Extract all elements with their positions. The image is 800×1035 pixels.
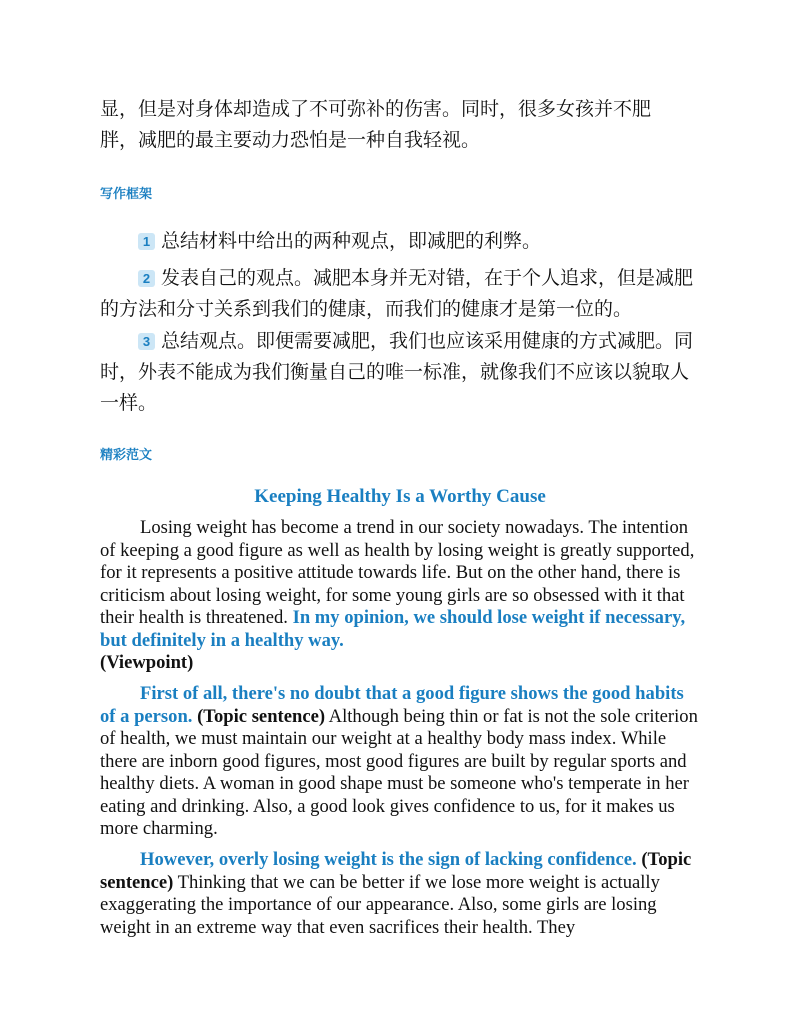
- intro-paragraph: [100, 94, 700, 156]
- essay-paragraph-2: [100, 683, 700, 841]
- number-badge-2: 2: [138, 270, 155, 287]
- framework-item-1: [100, 226, 700, 257]
- viewpoint-tag: (Viewpoint): [100, 652, 194, 673]
- topic-sentence-1-tag: (Topic sentence): [197, 705, 326, 727]
- framework-item-2-text: 发表自己的观点。减肥本身并无对错，在于个人追求，但是减肥的方法和分寸关系到我们的健康，而我们的健康才是第一位的。: [100, 267, 694, 320]
- intro-line-2: 胖，减肥的最主要动力恐怕是一种自我轻视。: [100, 129, 481, 151]
- intro-line-1: 显，但是对身体却造成了不可弥补的伤害。同时，很多女孩并不肥: [100, 98, 652, 120]
- framework-item-1-text: 总结材料中给出的两种观点，即减肥的利弊。: [161, 230, 542, 252]
- framework-item-3: [100, 326, 700, 419]
- framework-item-2: [100, 263, 700, 325]
- paragraph-2-body: Although being thin or fat is not the sole criterion of health, we must maintain our weight at a healthy body mass index. While there are inborn good figures, most good figures are built by regular sports and healthy diets. A woman in good shape must be someone who's temperate in her eating and drinking. Also, a good look gives confidence to us, for it makes us more charming.: [100, 705, 698, 839]
- number-badge-3: 3: [138, 333, 155, 350]
- essay-paragraph-3: [100, 849, 700, 939]
- essay-title: Keeping Healthy Is a Worthy Cause: [254, 486, 546, 507]
- topic-sentence-1-highlight: First of all, there's no doubt that a good figure shows the good habits of a person.: [100, 683, 684, 727]
- sample-heading: 精彩范文: [100, 448, 153, 463]
- framework-item-3-text: 总结观点。即便需要减肥，我们也应该采用健康的方式减肥。同时，外表不能成为我们衡量自己的唯一标准，就像我们不应该以貌取人一样。: [100, 330, 694, 414]
- topic-sentence-2-highlight: However, overly losing weight is the sign of lacking confidence.: [140, 849, 637, 870]
- paragraph-3-body: Thinking that we can be better if we lose more weight is actually exaggerating the importance of our appearance. Also, some girls are losing weight in an extreme way that even sacrifices their health. They: [100, 871, 660, 938]
- framework-heading: 写作框架: [100, 187, 153, 202]
- paragraph-1-body: Losing weight has become a trend in our society nowadays. The intention of keeping a good figure as well as health by losing weight is greatly supported, for it represents a positive attitude towards life. But on the other hand, there is criticism about losing weight, for some young girls are so obsessed with it that their health is threatened.: [100, 517, 695, 628]
- topic-sentence-2-tag: (Topic sentence): [100, 849, 692, 893]
- viewpoint-highlight: In my opinion, we should lose weight if necessary, but definitely in a healthy way.: [100, 607, 686, 651]
- number-badge-1: 1: [138, 233, 155, 250]
- essay-paragraph-1: [100, 517, 700, 675]
